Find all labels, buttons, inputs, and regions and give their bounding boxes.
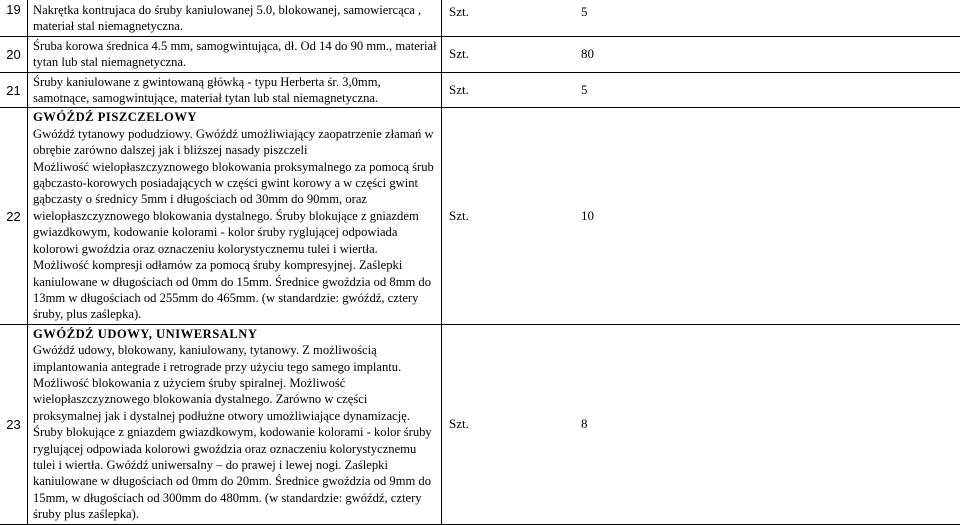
description-text: Śruby blokujące z gniazdem gwiazdkowym, kodowanie kolorami - kolor śruby ryglującej odpowiada kolorowi gwoździa oraz oznaczeniu kolorystycznemu tulei i wiertła. Gwóźdź uniwersalny – do prawej i lewej nogi. Zaślepki kaniulowane w długościach od 0mm do 20mm. Średnice gwoździa od 9mm do 15mm, w długościach od 300mm do 480mm. (w standardzie: gwóźdź, cztery śruby plus zaślepka). [33, 425, 432, 522]
item-description [28, 36, 442, 72]
description-text: Nakrętka kontrujaca do śruby kaniulowanej 5.0, blokowanej, samowiercąca , materiał stal niemagnetyczna. [33, 3, 422, 34]
table-row [0, 108, 960, 324]
description-text: Śruby kaniulowane z gwintowaną główką - typu Herberta śr. 3,0mm, samotnące, samogwintujące, materiał tytan lub stal niemagnetyczna. [33, 74, 381, 106]
quantity-cell: 80 [504, 36, 960, 72]
description-text: Możliwość kompresji odłamów za pomocą śruby kompresyjnej. Zaślepki kaniulowane w długościach od 0mm do 15mm. Średnice gwoździa od 8mm do 13mm w długościach od 255mm do 465mm. (w standardzie: gwóźdź, cztery śruby, plus zaślepka). [33, 258, 432, 322]
item-heading: GWÓŹDŹ UDOWY, UNIWERSALNY [33, 326, 258, 341]
description-text: Gwóźdź tytanowy podudziowy. Gwóźdź umożliwiający zaopatrzenie złamań w obrębie zarówno dalszej jak i bliższej nasady piszczeli [33, 126, 434, 158]
unit-cell: Szt. [442, 108, 505, 324]
quantity-cell: 5 [504, 72, 960, 108]
unit-cell: Szt. [442, 324, 505, 524]
unit-cell: Szt. [442, 36, 505, 72]
unit-cell: Szt. [442, 72, 505, 108]
description-text: Możliwość blokowania z użyciem śruby spiralnej. Możliwość wielopłaszczyznowego blokowania dystalnego. Zarówno w części proksymalnej jak i dystalnej podłużne otwory umożliwiające dynamizację. [33, 375, 410, 423]
table-row [0, 36, 960, 72]
item-description [28, 0, 442, 36]
table-row [0, 72, 960, 108]
quantity-cell: 10 [504, 108, 960, 324]
table-row [0, 0, 960, 36]
description-text: Gwóźdź udowy, blokowany, kaniulowany, tytanowy. Z możliwością implantowania antegrade i retrograde przy użyciu tego samego implantu. [33, 343, 402, 374]
row-number: 19 [0, 0, 28, 36]
item-description [28, 324, 442, 524]
item-description [28, 108, 442, 324]
row-number: 23 [0, 324, 28, 524]
quantity-cell: 5 [504, 0, 960, 36]
unit-cell: Szt. [442, 0, 505, 36]
item-heading: GWÓŹDŹ PISZCZELOWY [33, 110, 198, 125]
row-number: 22 [0, 108, 28, 324]
table-row [0, 324, 960, 524]
item-description [28, 72, 442, 108]
description-text: Możliwość wielopłaszczyznowego blokowania proksymalnego za pomocą śrub gąbczasto-korowych posiadających w części gwint korowy a w części gwint gąbczasty o średnicy 5mm i długościach od 30mm do 90mm, oraz wielopłaszczyznowego blokowania dystalnego. Śruby blokujące z gniazdem gwiazdkowym, kodowanie kolorami - kolor śruby ryglującej odpowiada kolorowi gwoździa oraz oznaczeniu kolorystycznemu tulei i wiertła. [33, 159, 434, 256]
row-number: 21 [0, 72, 28, 108]
description-text: Śruba korowa średnica 4.5 mm, samogwintująca, dł. Od 14 do 90 mm., materiał tytan lub stal niemagnetyczna. [33, 38, 437, 70]
row-number: 20 [0, 36, 28, 72]
quantity-cell: 8 [504, 324, 960, 524]
